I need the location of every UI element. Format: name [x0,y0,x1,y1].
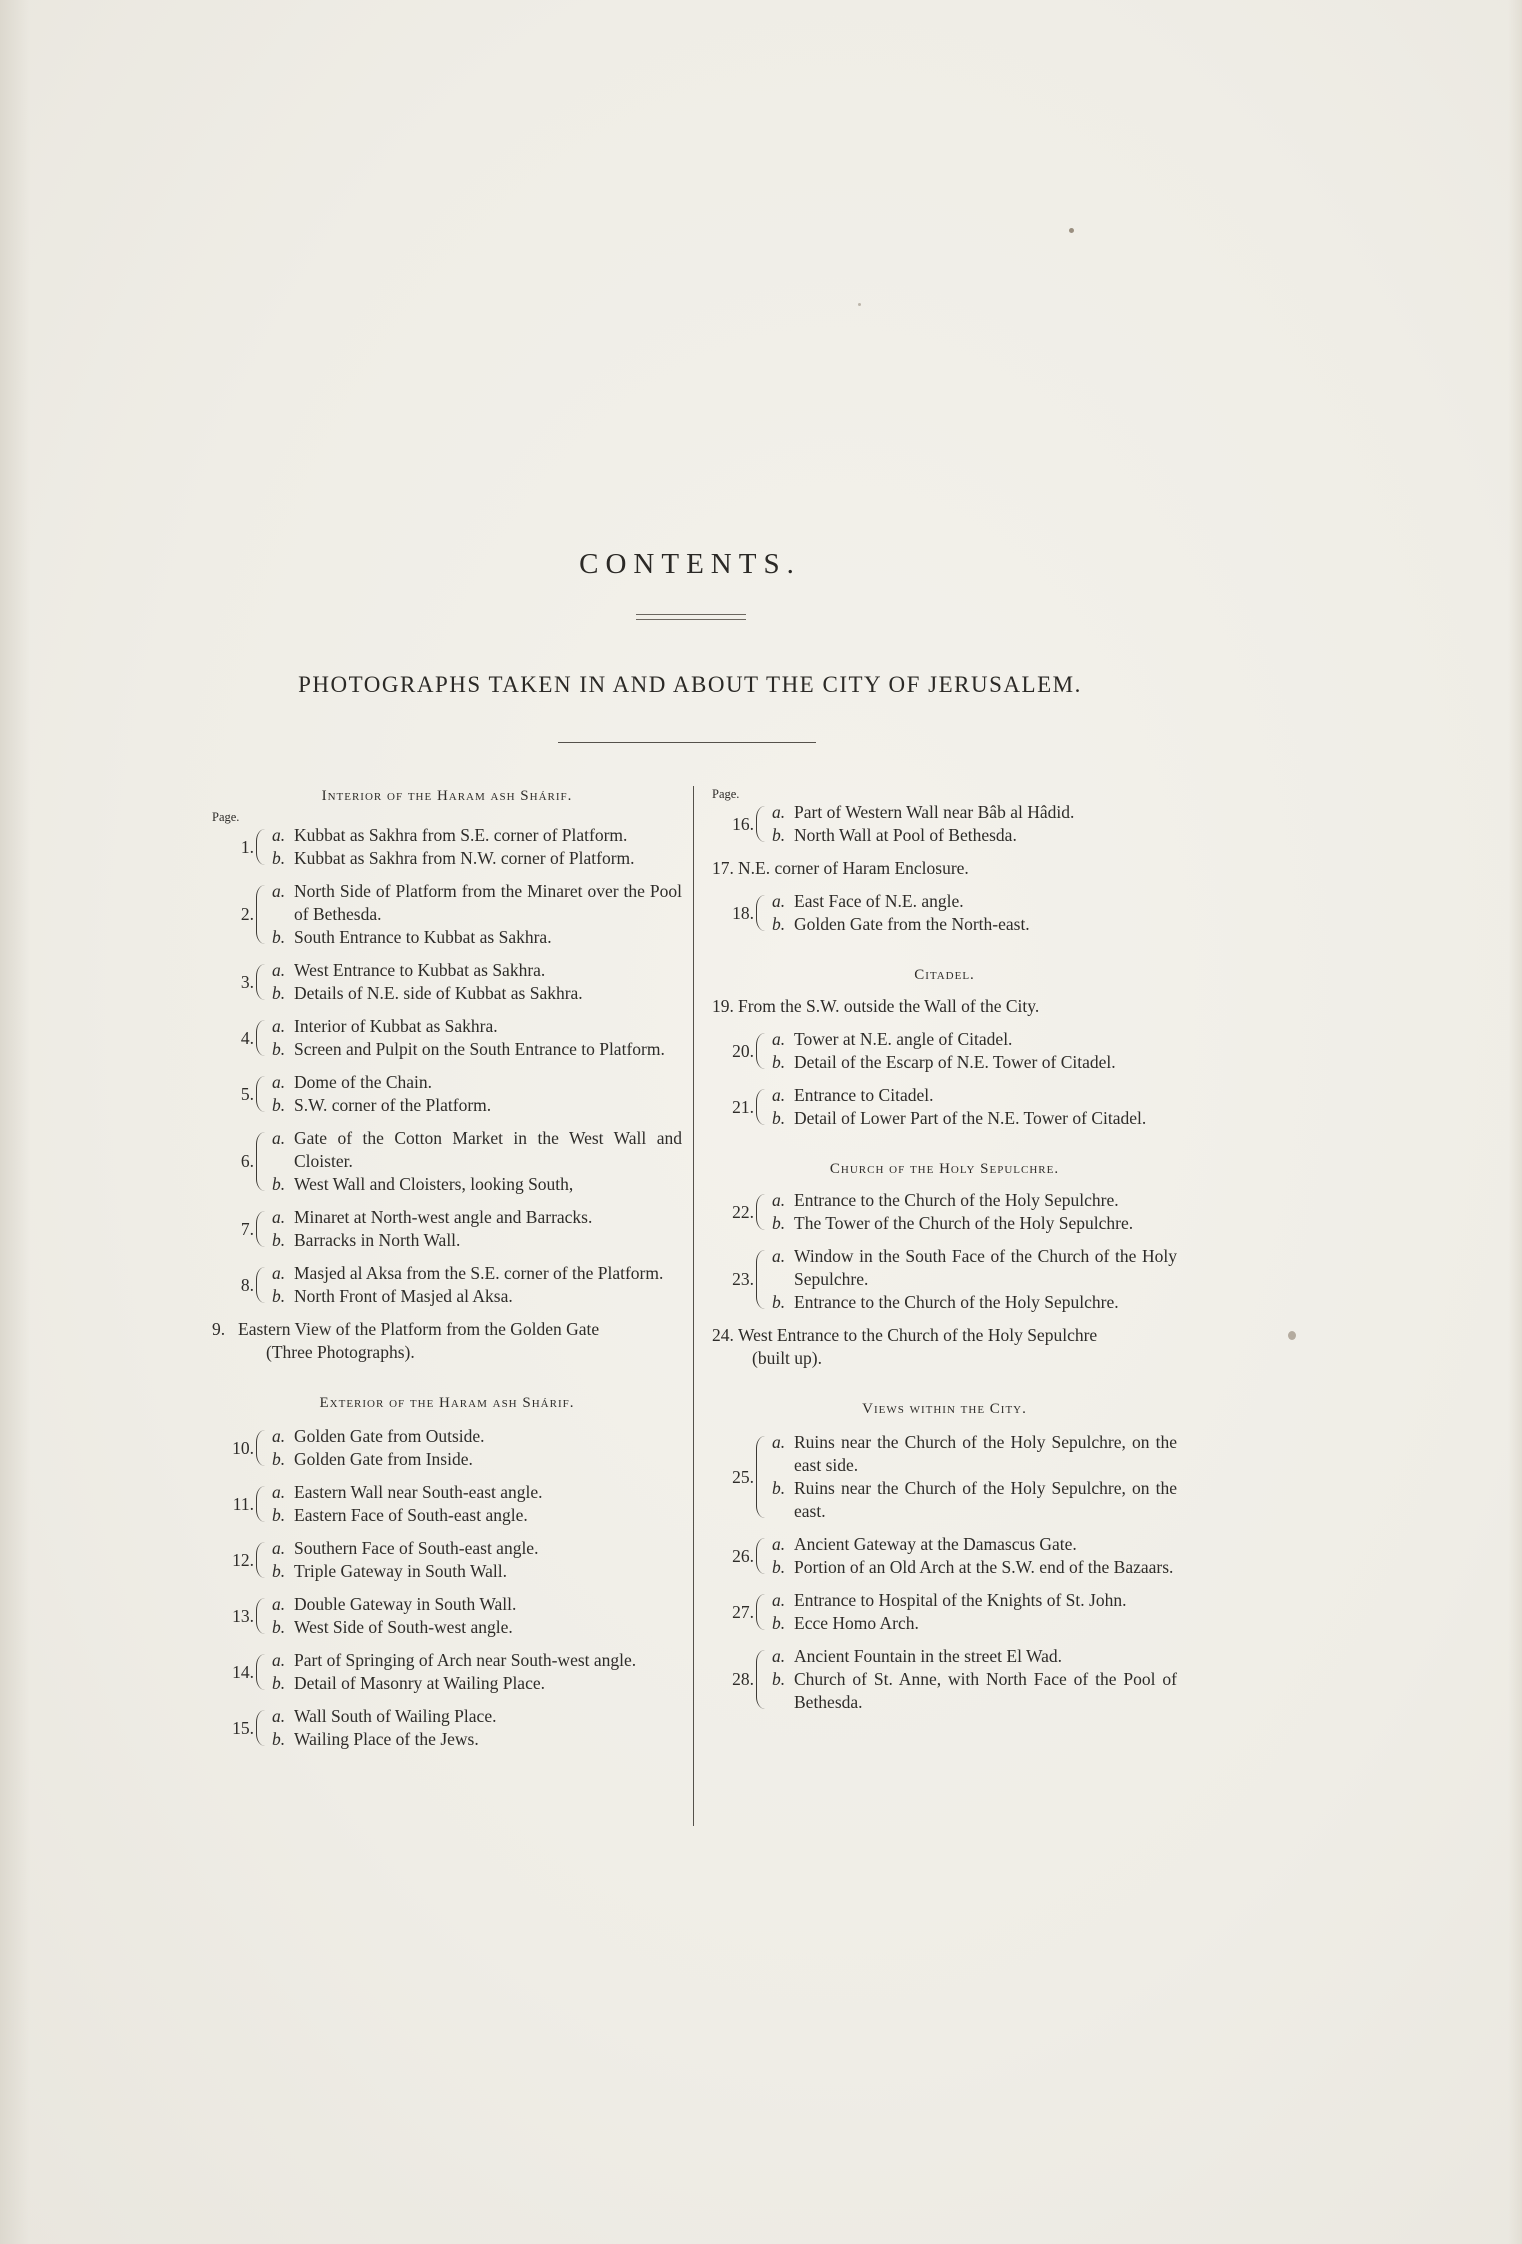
subitem-letter: b. [272,1286,286,1306]
subitem-letter: a. [772,1029,786,1049]
entry-number: 6. [240,1151,254,1171]
subitem-text: West Entrance to Kubbat as Sakhra. [294,960,546,980]
subitem-letter: b. [272,1230,286,1250]
brace-glyph [256,885,269,944]
entry-subitem [772,1051,1177,1074]
subitem-text: Eastern Face of South-east angle. [294,1505,528,1525]
contents-entry-26 [712,1533,1177,1579]
subitem-text: Screen and Pulpit on the South Entrance to Platform. [294,1039,665,1059]
subitem-text: Golden Gate from Outside. [294,1426,485,1446]
contents-entry-24 [712,1324,1177,1370]
entry-subitem [272,1728,682,1751]
brace-glyph [256,1710,269,1746]
subitem-text: North Wall at Pool of Bethesda. [794,825,1017,845]
contents-entry-20 [712,1028,1177,1074]
subitem-text: Wall South of Wailing Place. [294,1706,497,1726]
section-heading-exterior: Exterior of the Haram ash Shárif. [319,1395,575,1411]
subitem-letter: a. [272,1650,286,1670]
entry-subitem [772,1189,1177,1212]
entry-subitem [272,1071,682,1094]
entry-subitem [272,880,682,926]
contents-entry-15 [212,1705,682,1751]
subitem-text: Kubbat as Sakhra from S.E. corner of Platform. [294,825,628,845]
entry-number: 28. [732,1669,754,1689]
subitem-text: Detail of the Escarp of N.E. Tower of Citadel. [794,1052,1116,1072]
contents-column-left [212,785,682,1761]
subitem-letter: b. [272,1673,286,1693]
brace-glyph [256,1211,269,1247]
column-divider [693,786,694,1826]
brace-glyph [756,806,769,842]
subitem-text: West Side of South-west angle. [294,1617,513,1637]
entry-text: West Entrance to the Church of the Holy Sepulchre [738,1325,1098,1345]
entry-subitem [772,1084,1177,1107]
subitem-letter: a. [272,1207,286,1227]
entry-subitem [272,1448,682,1471]
subtitle-rule [558,742,816,743]
contents-entry-27 [712,1589,1177,1635]
contents-column-right [712,785,1177,1724]
entry-number: 23. [732,1269,754,1289]
page-edge-shadow-right [1508,0,1522,2244]
section-heading-views-within-city: Views within the City. [862,1401,1027,1417]
entry-number: 26. [732,1545,754,1566]
contents-entry-1 [212,824,682,870]
subitem-letter: b. [772,1669,786,1689]
subitem-letter: b. [272,983,286,1003]
subitem-text: Entrance to Citadel. [794,1085,934,1105]
entry-text: From the S.W. outside the Wall of the City. [738,996,1040,1016]
subitem-letter: b. [772,1292,786,1312]
page-subtitle: PHOTOGRAPHS TAKEN IN AND ABOUT THE CITY OF JERUSALEM. [298,672,1082,697]
entry-subitem [272,1616,682,1639]
contents-entry-9 [212,1318,682,1364]
entry-subitem [272,1593,682,1616]
entry-text: N.E. corner of Haram Enclosure. [738,858,969,878]
subitem-letter: a. [272,1072,286,1092]
contents-entry-16 [712,801,1177,847]
entry-number: 7. [240,1218,254,1239]
entry-number: 27. [732,1601,754,1622]
contents-entry-10 [212,1425,682,1471]
subitem-letter: a. [772,1190,786,1210]
subitem-letter: a. [772,891,786,911]
entry-subitem [272,1038,682,1061]
contents-entry-28 [712,1645,1177,1714]
entry-number: 25. [732,1466,754,1487]
page-edge-shadow-left [0,0,30,2244]
entry-subitem [772,1291,1177,1314]
entry-subitem [772,1533,1177,1556]
subitem-text: Triple Gateway in South Wall. [294,1561,507,1581]
contents-entry-22 [712,1189,1177,1235]
contents-entry-12 [212,1537,682,1583]
brace-glyph [256,1020,269,1056]
entry-number: 3. [240,971,254,992]
subitem-letter: b. [772,1478,786,1498]
entry-subitem [772,913,1177,936]
entry-subitem [272,926,682,949]
subitem-letter: a. [772,1534,786,1554]
entry-subitem [772,1431,1177,1477]
subitem-text: Golden Gate from the North-east. [794,914,1030,934]
entry-number: 22. [732,1201,754,1222]
paper-speck [858,303,861,306]
entry-subitem [272,1262,682,1285]
brace-glyph [256,1598,269,1634]
entry-text-continued: (Three Photographs). [266,1342,415,1362]
subitem-text: Southern Face of South-east angle. [294,1538,539,1558]
entry-subitem [272,1285,682,1308]
entry-subitem [272,1481,682,1504]
contents-entry-3 [212,959,682,1005]
subitem-text: S.W. corner of the Platform. [294,1095,492,1115]
entry-subitem [772,1612,1177,1635]
subitem-letter: a. [772,802,786,822]
entry-subitem [772,1477,1177,1523]
subitem-letter: b. [772,825,786,845]
entry-subitem [272,1094,682,1117]
brace-glyph [756,1033,769,1069]
subitem-letter: a. [772,1085,786,1105]
entry-subitem [272,1425,682,1448]
entry-number: 16. [732,813,754,834]
contents-entry-13 [212,1593,682,1639]
subitem-text: Masjed al Aksa from the S.E. corner of the Platform. [294,1263,664,1283]
entry-text: Eastern View of the Platform from the Golden Gate [238,1319,600,1339]
contents-entry-19 [712,995,1177,1018]
contents-entry-5 [212,1071,682,1117]
page-column-label: Page. [712,787,740,801]
brace-glyph [756,1250,769,1309]
subitem-text: North Side of Platform from the Minaret over the Pool of Bethesda. [294,881,682,924]
brace-glyph [256,1267,269,1303]
contents-entry-21 [712,1084,1177,1130]
section-heading-interior: Interior of the Haram ash Shárif. [321,788,573,804]
entry-subitem [272,1504,682,1527]
brace-glyph [256,1132,269,1191]
entry-text-continued: (built up). [752,1348,822,1368]
subitem-letter: b. [272,1729,286,1749]
entry-subitem [772,1028,1177,1051]
subitem-text: North Front of Masjed al Aksa. [294,1286,513,1306]
subitem-text: Wailing Place of the Jews. [294,1729,479,1749]
subitem-text: East Face of N.E. angle. [794,891,964,911]
subitem-letter: b. [272,1174,286,1194]
brace-glyph [756,895,769,931]
entry-number: 17. [712,858,734,878]
section-heading-holy-sepulchre: Church of the Holy Sepulchre. [829,1161,1060,1177]
brace-glyph [256,1654,269,1690]
brace-glyph [756,1089,769,1125]
contents-entry-4 [212,1015,682,1061]
subitem-text: Dome of the Chain. [294,1072,433,1092]
brace-glyph [756,1194,769,1230]
entry-subitem [272,959,682,982]
entry-subitem [272,1206,682,1229]
subitem-text: Portion of an Old Arch at the S.W. end of the Bazaars. [794,1557,1174,1577]
brace-glyph [256,1430,269,1466]
subitem-text: Ruins near the Church of the Holy Sepulchre, on the east. [794,1478,1177,1521]
subitem-text: Eastern Wall near South-east angle. [294,1482,543,1502]
subitem-text: Tower at N.E. angle of Citadel. [794,1029,1013,1049]
entry-number: 18. [732,902,754,923]
entry-number: 15. [232,1717,254,1738]
subitem-letter: a. [272,1482,286,1502]
entry-number: 12. [232,1549,254,1570]
contents-entry-11 [212,1481,682,1527]
subitem-letter: b. [772,1052,786,1072]
subitem-letter: a. [772,1646,786,1666]
entry-subitem [772,801,1177,824]
entry-subitem [272,1015,682,1038]
subitem-text: Barracks in North Wall. [294,1230,461,1250]
subitem-letter: b. [772,1108,786,1128]
brace-glyph [756,1538,769,1574]
subitem-letter: b. [772,1213,786,1233]
subitem-letter: b. [772,914,786,934]
paper-speck [1288,1331,1296,1340]
brace-glyph [756,1594,769,1630]
subitem-letter: a. [272,1706,286,1726]
subitem-text: The Tower of the Church of the Holy Sepulchre. [794,1213,1134,1233]
contents-entry-8 [212,1262,682,1308]
subitem-letter: b. [272,1505,286,1525]
title-double-rule [636,614,746,620]
entry-subitem [772,1589,1177,1612]
paper-speck [1069,228,1074,233]
subitem-text: Entrance to the Church of the Holy Sepulchre. [794,1292,1119,1312]
entry-number: 21. [732,1096,754,1117]
subitem-letter: a. [272,1128,286,1148]
subitem-letter: b. [272,1039,286,1059]
entry-subitem [272,847,682,870]
entry-subitem [772,1668,1177,1714]
subitem-letter: a. [272,1263,286,1283]
subitem-letter: b. [772,1613,786,1633]
subitem-text: Part of Springing of Arch near South-west angle. [294,1650,637,1670]
subitem-letter: a. [272,1538,286,1558]
subitem-letter: a. [772,1590,786,1610]
brace-glyph [256,1076,269,1112]
entry-number: 24. [712,1325,734,1345]
subitem-text: Golden Gate from Inside. [294,1449,473,1469]
brace-glyph [256,829,269,865]
entry-number: 9. [212,1319,226,1339]
entry-subitem [272,1705,682,1728]
entry-number: 10. [232,1437,254,1458]
subitem-text: Ancient Gateway at the Damascus Gate. [794,1534,1077,1554]
entry-subitem [272,1537,682,1560]
entry-number: 19. [712,996,734,1016]
contents-entry-23 [712,1245,1177,1314]
brace-glyph [256,1542,269,1578]
contents-entry-25 [712,1431,1177,1523]
contents-entry-7 [212,1206,682,1252]
subitem-letter: b. [272,848,286,868]
brace-glyph [256,1486,269,1522]
subitem-letter: a. [772,1246,786,1266]
subitem-text: Double Gateway in South Wall. [294,1594,517,1614]
subitem-text: Ecce Homo Arch. [794,1613,919,1633]
entry-subitem [772,1556,1177,1579]
brace-glyph [256,964,269,1000]
entry-number: 1. [240,836,254,857]
subitem-text: Part of Western Wall near Bâb al Hâdid. [794,802,1075,822]
entry-subitem [772,1107,1177,1130]
entry-subitem [772,1245,1177,1291]
subitem-letter: b. [272,1561,286,1581]
entry-number: 8. [240,1274,254,1295]
entry-subitem [272,1173,682,1196]
entry-subitem [272,1560,682,1583]
contents-entry-2 [212,880,682,949]
entry-subitem [272,1649,682,1672]
entry-number: 5. [240,1083,254,1104]
entry-number: 2. [240,904,254,924]
entry-subitem [772,1645,1177,1668]
entry-subitem [272,824,682,847]
subitem-text: West Wall and Cloisters, looking South, [294,1174,574,1194]
entry-subitem [272,982,682,1005]
subitem-letter: a. [272,960,286,980]
subitem-text: Kubbat as Sakhra from N.W. corner of Platform. [294,848,635,868]
brace-glyph [756,1436,769,1518]
subitem-letter: a. [272,1426,286,1446]
entry-number: 13. [232,1605,254,1626]
subitem-text: Detail of Masonry at Wailing Place. [294,1673,545,1693]
subitem-text: Gate of the Cotton Market in the West Wall and Cloister. [294,1128,682,1171]
brace-glyph [756,1650,769,1709]
entry-number: 14. [232,1661,254,1682]
subitem-text: Detail of Lower Part of the N.E. Tower of Citadel. [794,1108,1147,1128]
subitem-text: Ruins near the Church of the Holy Sepulchre, on the east side. [794,1432,1177,1475]
subitem-letter: a. [272,825,286,845]
page-title: CONTENTS. [579,548,801,580]
subitem-letter: b. [772,1557,786,1577]
entry-subitem [772,890,1177,913]
subitem-text: Minaret at North-west angle and Barracks. [294,1207,593,1227]
subitem-letter: b. [272,1449,286,1469]
entry-subitem [772,824,1177,847]
contents-entry-18 [712,890,1177,936]
subitem-text: Window in the South Face of the Church of the Holy Sepulchre. [794,1246,1177,1289]
entry-number: 20. [732,1040,754,1061]
subitem-letter: b. [272,1095,286,1115]
subitem-letter: b. [272,1617,286,1637]
subitem-text: Church of St. Anne, with North Face of the Pool of Bethesda. [794,1669,1177,1712]
subitem-text: Ancient Fountain in the street El Wad. [794,1646,1063,1666]
subitem-letter: a. [272,881,286,901]
subitem-text: Entrance to the Church of the Holy Sepulchre. [794,1190,1119,1210]
subitem-text: Interior of Kubbat as Sakhra. [294,1016,498,1036]
subitem-text: Details of N.E. side of Kubbat as Sakhra. [294,983,583,1003]
subitem-letter: a. [272,1016,286,1036]
entry-subitem [272,1127,682,1173]
subitem-letter: a. [772,1432,786,1452]
contents-entry-6 [212,1127,682,1196]
subitem-text: Entrance to Hospital of the Knights of St. John. [794,1590,1127,1610]
entry-number: 4. [240,1027,254,1048]
page-column-label: Page. [212,810,240,824]
section-heading-citadel: Citadel. [914,967,975,983]
entry-number: 11. [232,1493,254,1514]
contents-entry-17 [712,857,1177,880]
entry-subitem [272,1229,682,1252]
entry-subitem [272,1672,682,1695]
contents-entry-14 [212,1649,682,1695]
subitem-letter: b. [272,927,286,947]
subitem-text: South Entrance to Kubbat as Sakhra. [294,927,552,947]
entry-subitem [772,1212,1177,1235]
subitem-letter: a. [272,1594,286,1614]
